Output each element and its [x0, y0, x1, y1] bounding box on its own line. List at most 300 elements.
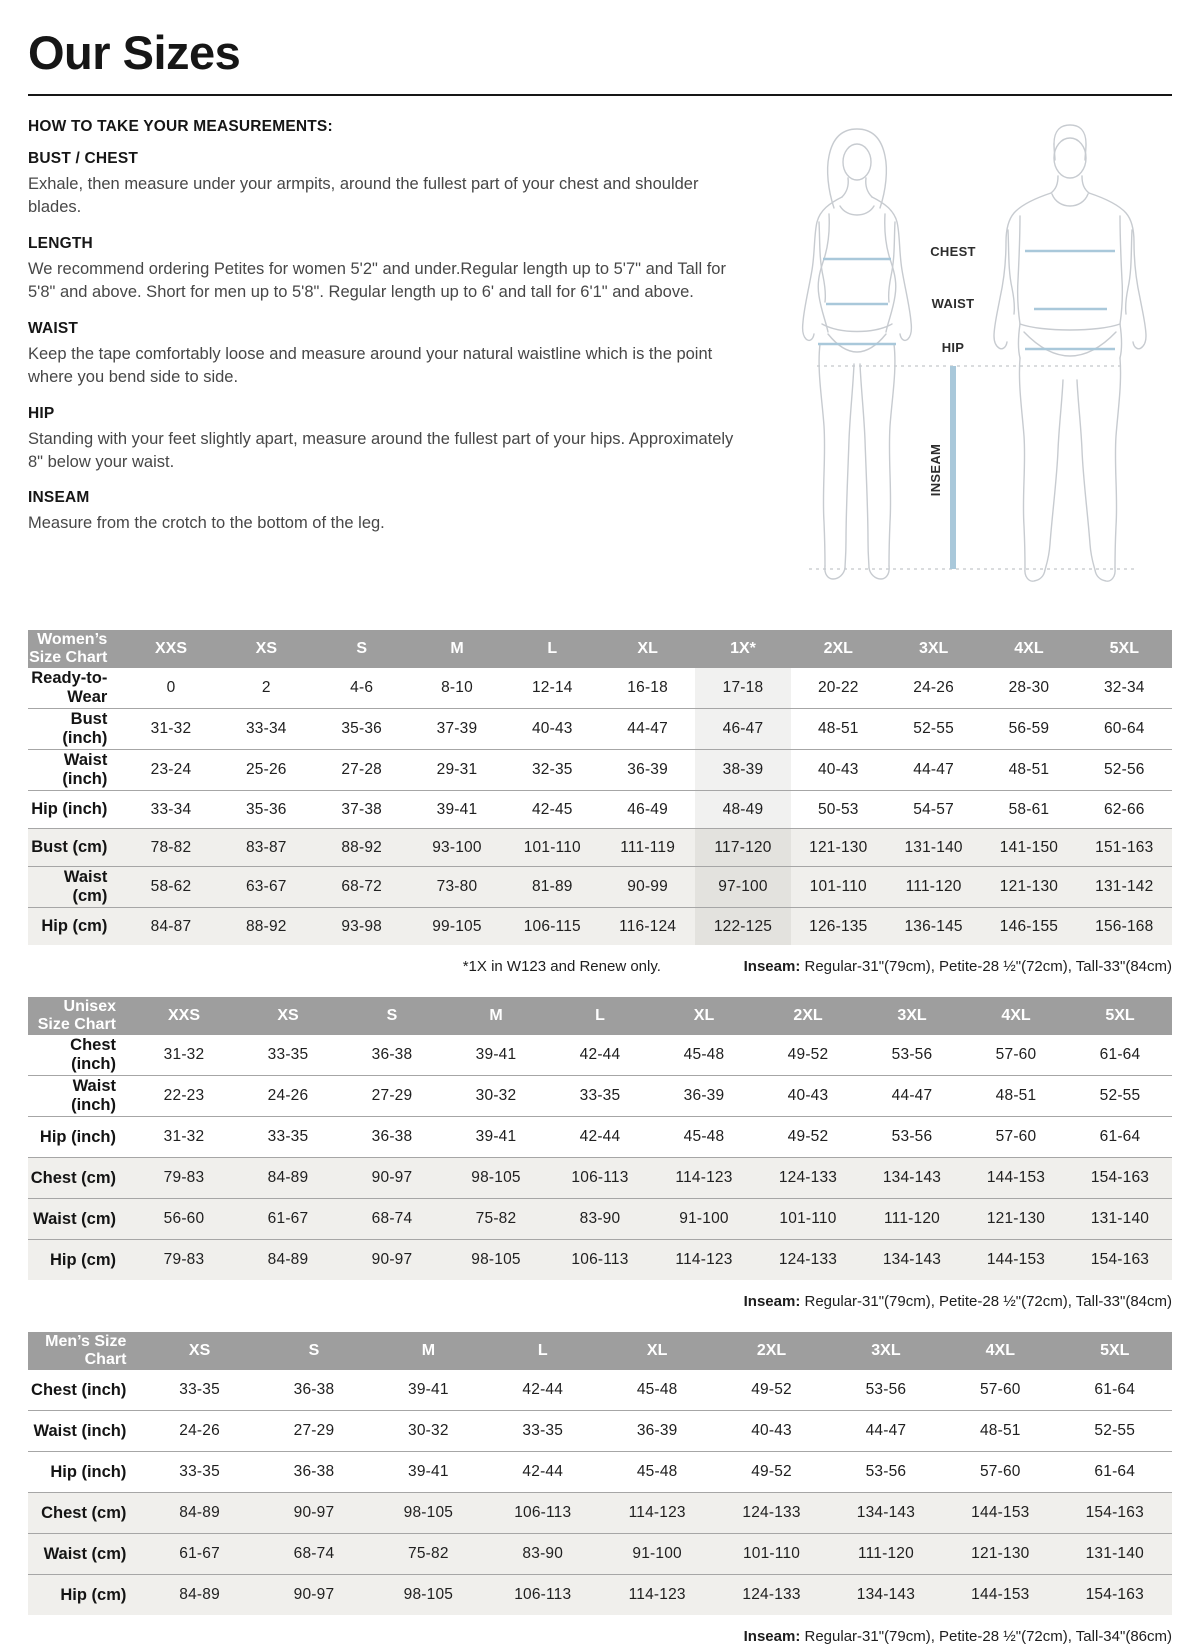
row-label: Chest (inch) — [31, 1380, 127, 1399]
size-value-cell: 111-120 — [905, 878, 962, 896]
size-value-cell: 154-163 — [1085, 1504, 1144, 1522]
row-label: Chest (cm) — [30, 1168, 116, 1187]
size-value-cell: 111-119 — [620, 838, 676, 856]
header-row — [28, 630, 1172, 668]
size-value-cell: 52-55 — [1099, 1087, 1141, 1105]
instruction-body: Standing with your feet slightly apart, measure around the fullest part of your hips. Approximately 8" below your waist. — [28, 429, 734, 471]
size-value-cell: 52-55 — [913, 720, 954, 738]
inseam-note — [744, 958, 1172, 975]
size-value-cell: 154-163 — [1090, 1169, 1150, 1187]
measurement-instructions — [28, 116, 762, 608]
size-value-cell: 33-34 — [245, 720, 287, 738]
instruction-title: LENGTH — [28, 234, 93, 252]
mens-size-chart-section — [28, 1332, 1172, 1645]
body-measurement-diagram — [762, 116, 1172, 608]
size-value-cell: 48-51 — [979, 1422, 1021, 1440]
size-column-header: L — [548, 997, 652, 1035]
size-value-cell: 134-143 — [882, 1251, 942, 1269]
size-value-cell: 98-105 — [403, 1504, 454, 1522]
size-value-cell: 39-41 — [408, 1381, 449, 1399]
instruction-body: Measure from the crotch to the bottom of the leg. — [28, 514, 385, 533]
size-value-cell: 39-41 — [408, 1463, 449, 1481]
size-value-cell: 42-44 — [522, 1381, 564, 1399]
instruction-bust-chest — [28, 150, 748, 220]
row-label: Waist (inch) — [62, 751, 108, 789]
row-label: Hip (inch) — [39, 1127, 116, 1146]
size-column-header: 5XL — [1077, 630, 1172, 668]
size-value-cell: 97-100 — [695, 867, 790, 908]
size-value-cell: 36-38 — [371, 1046, 413, 1064]
size-value-cell: 144-153 — [986, 1169, 1046, 1187]
size-value-cell: 27-28 — [341, 761, 382, 779]
asterisk-note: *1X in W123 and Renew only. — [462, 958, 661, 976]
size-value-cell: 20-22 — [817, 679, 859, 697]
size-value-cell: 49-52 — [751, 1381, 792, 1399]
size-value-cell: 38-39 — [695, 750, 790, 791]
size-value-cell: 124-133 — [778, 1169, 838, 1187]
size-value-cell: 88-92 — [245, 917, 287, 935]
measurement-row — [28, 1240, 1172, 1281]
size-value-cell: 31-32 — [163, 1128, 205, 1146]
size-value-cell: 81-89 — [531, 878, 573, 896]
size-value-cell: 24-26 — [179, 1422, 220, 1440]
size-value-cell: 40-43 — [531, 720, 573, 738]
inseam-note-text: Regular-31"(79cm), Petite-28 ½"(72cm), Tall-34"(86cm) — [800, 1628, 1172, 1645]
size-value-cell: 90-99 — [627, 878, 668, 896]
measurement-guide — [28, 116, 1172, 608]
size-charts-container — [28, 630, 1172, 1645]
measurement-row — [28, 1199, 1172, 1240]
row-label: Waist (cm) — [63, 868, 108, 906]
size-value-cell: 84-89 — [267, 1251, 309, 1269]
size-value-cell: 48-49 — [695, 791, 790, 829]
inseam-note-label: Inseam: — [743, 958, 801, 976]
instruction-body: Exhale, then measure under your armpits, around the fullest part of your chest and shoulder blades. — [28, 175, 699, 217]
inseam-note — [744, 1628, 1172, 1645]
measurement-row — [28, 1575, 1172, 1616]
instruction-body: Keep the tape comfortably loose and measure around your natural waistline which is the point where you bend side to side. — [28, 344, 713, 387]
measurement-row — [28, 1370, 1172, 1411]
measurement-row — [28, 829, 1172, 867]
size-value-cell: 101-110 — [809, 878, 867, 896]
size-value-cell: 121-130 — [971, 1545, 1030, 1563]
size-value-cell: 31-32 — [150, 720, 192, 738]
size-value-cell: 131-140 — [1085, 1545, 1144, 1563]
measurement-row — [28, 1411, 1172, 1452]
size-value-cell: 57-60 — [995, 1128, 1037, 1146]
size-value-cell: 78-82 — [150, 838, 192, 856]
size-value-cell: 33-35 — [579, 1087, 621, 1105]
size-value-cell: 90-97 — [371, 1169, 413, 1187]
row-label: Hip (cm) — [41, 917, 108, 936]
size-value-cell: 75-82 — [408, 1545, 449, 1563]
size-value-cell: 124-133 — [742, 1586, 801, 1604]
instruction-waist — [28, 320, 748, 390]
size-value-cell: 16-18 — [627, 679, 668, 697]
size-column-header: 2XL — [791, 630, 886, 668]
size-value-cell: 111-120 — [857, 1545, 914, 1563]
chart-title: Unisex Size Chart — [28, 997, 132, 1035]
womens-size-chart-section — [28, 630, 1172, 975]
measurement-row — [28, 867, 1172, 908]
size-value-cell: 156-168 — [1095, 917, 1154, 935]
size-value-cell: 49-52 — [787, 1128, 829, 1146]
size-value-cell: 75-82 — [475, 1210, 517, 1228]
size-column-header: 3XL — [860, 997, 964, 1035]
size-value-cell: 44-47 — [891, 1087, 933, 1105]
size-value-cell: 63-67 — [245, 878, 287, 896]
size-value-cell: 57-60 — [995, 1046, 1037, 1064]
size-column-header: L — [505, 630, 600, 668]
size-value-cell: 28-30 — [1008, 679, 1050, 697]
row-label: Chest (cm) — [41, 1503, 127, 1522]
size-value-cell: 98-105 — [471, 1251, 521, 1269]
size-value-cell: 121-130 — [986, 1210, 1046, 1228]
size-value-cell: 134-143 — [856, 1586, 916, 1604]
size-value-cell: 106-113 — [514, 1586, 572, 1604]
size-value-cell: 36-38 — [371, 1128, 413, 1146]
size-value-cell: 114-123 — [628, 1504, 686, 1522]
mens-chart-header — [28, 1332, 1172, 1370]
instruction-body: We recommend ordering Petites for women 5'2" and under.Regular length up to 5'7" and Tall for 5'8" and above. Short for men up to 5'8". Regular length up to 6' and tall for 6'1" and above. — [28, 259, 726, 302]
size-value-cell: 61-64 — [1094, 1463, 1136, 1481]
size-value-cell: 33-35 — [179, 1381, 220, 1399]
size-value-cell: 45-48 — [683, 1128, 725, 1146]
unisex-size-chart-table — [28, 997, 1172, 1280]
size-column-header: XL — [600, 1332, 714, 1370]
size-value-cell: 83-90 — [579, 1210, 621, 1228]
size-value-cell: 61-64 — [1099, 1128, 1141, 1146]
size-value-cell: 154-163 — [1085, 1586, 1144, 1604]
size-value-cell: 58-61 — [1008, 800, 1050, 818]
hip-label: HIP — [941, 340, 965, 356]
size-value-cell: 53-56 — [891, 1128, 933, 1146]
size-value-cell: 83-87 — [245, 838, 287, 856]
chart-title: Men’s Size Chart — [28, 1332, 142, 1370]
instruction-hip — [28, 405, 748, 475]
size-value-cell: 37-38 — [341, 800, 382, 818]
size-value-cell: 31-32 — [163, 1046, 205, 1064]
mens-size-chart-table — [28, 1332, 1172, 1615]
size-column-header: 4XL — [964, 997, 1068, 1035]
size-value-cell: 134-143 — [856, 1504, 916, 1522]
size-value-cell: 68-74 — [293, 1545, 335, 1563]
size-value-cell: 8-10 — [441, 679, 473, 697]
size-value-cell: 4-6 — [350, 679, 374, 697]
measurement-row — [28, 1117, 1172, 1158]
row-label: Bust (inch) — [62, 710, 108, 748]
size-column-header: XL — [652, 997, 756, 1035]
inseam-note-text: Regular-31"(79cm), Petite-28 ½"(72cm), Tall-33"(84cm) — [800, 958, 1172, 976]
size-column-header: XL — [600, 630, 695, 668]
size-value-cell: 33-35 — [267, 1128, 309, 1146]
size-value-cell: 91-100 — [632, 1545, 682, 1563]
page-title: Our Sizes — [28, 26, 241, 79]
size-value-cell: 42-44 — [579, 1128, 621, 1146]
row-label: Hip (inch) — [31, 800, 108, 819]
size-value-cell: 23-24 — [150, 761, 192, 779]
male-figure-outline — [994, 125, 1146, 581]
size-value-cell: 99-105 — [432, 917, 482, 935]
size-value-cell: 61-64 — [1094, 1381, 1136, 1399]
size-column-header: M — [444, 997, 548, 1035]
row-label: Waist (inch) — [71, 1077, 116, 1115]
instruction-title: BUST / CHEST — [28, 150, 139, 168]
size-value-cell: 134-143 — [882, 1169, 942, 1187]
unisex-chart-body — [28, 1035, 1172, 1280]
row-label: Bust (cm) — [31, 838, 108, 857]
measurement-row — [28, 791, 1172, 829]
size-value-cell: 33-35 — [267, 1046, 309, 1064]
size-value-cell: 39-41 — [475, 1128, 517, 1146]
size-value-cell: 98-105 — [403, 1586, 454, 1604]
size-value-cell: 84-89 — [267, 1169, 309, 1187]
size-value-cell: 39-41 — [475, 1046, 517, 1064]
measurement-row — [28, 750, 1172, 791]
size-column-header: 3XL — [886, 630, 981, 668]
size-column-header: XS — [142, 1332, 256, 1370]
instructions-heading: HOW TO TAKE YOUR MEASUREMENTS: — [28, 118, 333, 136]
size-value-cell: 42-45 — [531, 800, 573, 818]
size-value-cell: 151-163 — [1095, 838, 1154, 856]
size-column-header: 5XL — [1068, 997, 1172, 1035]
size-value-cell: 49-52 — [751, 1463, 792, 1481]
size-value-cell: 27-29 — [293, 1422, 335, 1440]
mens-footnote — [28, 1628, 1172, 1645]
size-value-cell: 122-125 — [695, 908, 790, 946]
size-value-cell: 106-113 — [514, 1504, 572, 1522]
size-value-cell: 111-120 — [884, 1210, 940, 1228]
size-value-cell: 35-36 — [245, 800, 287, 818]
size-value-cell: 90-97 — [371, 1251, 413, 1269]
measurement-row — [28, 1493, 1172, 1534]
size-value-cell: 2 — [261, 679, 271, 697]
size-value-cell: 58-62 — [150, 878, 192, 896]
size-value-cell: 40-43 — [787, 1087, 829, 1105]
size-column-header: 2XL — [714, 1332, 828, 1370]
size-value-cell: 93-98 — [341, 917, 382, 935]
size-value-cell: 45-48 — [636, 1381, 678, 1399]
size-value-cell: 36-39 — [627, 761, 668, 779]
size-value-cell: 42-44 — [579, 1046, 621, 1064]
size-column-header: XS — [236, 997, 340, 1035]
size-value-cell: 12-14 — [531, 679, 573, 697]
header-row — [28, 1332, 1172, 1370]
inseam-note — [744, 1293, 1172, 1310]
size-value-cell: 106-113 — [571, 1251, 629, 1269]
size-value-cell: 56-60 — [163, 1210, 205, 1228]
size-column-header: M — [371, 1332, 485, 1370]
size-value-cell: 57-60 — [979, 1463, 1021, 1481]
size-value-cell: 46-49 — [627, 800, 668, 818]
size-value-cell: 106-113 — [571, 1169, 629, 1187]
size-column-header: S — [340, 997, 444, 1035]
size-value-cell: 73-80 — [436, 878, 478, 896]
size-value-cell: 121-130 — [999, 878, 1059, 896]
size-value-cell: 90-97 — [293, 1586, 335, 1604]
size-value-cell: 48-51 — [1008, 761, 1050, 779]
size-value-cell: 61-64 — [1099, 1046, 1141, 1064]
inseam-measure-bar — [950, 366, 956, 569]
inseam-note-text: Regular-31"(79cm), Petite-28 ½"(72cm), Tall-33"(84cm) — [800, 1293, 1172, 1311]
size-value-cell: 101-110 — [742, 1545, 801, 1563]
measurement-row — [28, 1035, 1172, 1076]
size-value-cell: 32-34 — [1103, 679, 1145, 697]
womens-chart-body — [28, 668, 1172, 945]
size-value-cell: 45-48 — [683, 1046, 725, 1064]
size-value-cell: 144-153 — [971, 1504, 1030, 1522]
size-column-header: S — [314, 630, 409, 668]
unisex-chart-header — [28, 997, 1172, 1035]
chest-label: CHEST — [930, 244, 976, 260]
size-value-cell: 98-105 — [471, 1169, 521, 1187]
measurement-row — [28, 908, 1172, 946]
size-value-cell: 46-47 — [695, 709, 790, 750]
body-figures-illustration — [762, 118, 1172, 590]
size-value-cell: 33-35 — [179, 1463, 220, 1481]
row-label: Hip (cm) — [60, 1585, 127, 1604]
size-value-cell: 44-47 — [627, 720, 668, 738]
size-value-cell: 33-35 — [522, 1422, 564, 1440]
size-value-cell: 48-51 — [995, 1087, 1037, 1105]
size-value-cell: 83-90 — [522, 1545, 564, 1563]
row-label: Waist (cm) — [43, 1544, 127, 1563]
measurement-row — [28, 1158, 1172, 1199]
womens-chart-header — [28, 630, 1172, 668]
instruction-length — [28, 235, 748, 305]
size-value-cell: 36-39 — [683, 1087, 725, 1105]
size-value-cell: 37-39 — [436, 720, 478, 738]
size-value-cell: 114-123 — [675, 1169, 733, 1187]
size-value-cell: 131-140 — [1090, 1210, 1150, 1228]
size-column-header: 1X* — [695, 630, 790, 668]
inseam-note-label: Inseam: — [743, 1293, 801, 1311]
size-column-header: XS — [219, 630, 314, 668]
size-value-cell: 84-89 — [179, 1586, 220, 1604]
size-value-cell: 61-67 — [179, 1545, 220, 1563]
row-label: Chest (inch) — [70, 1036, 116, 1074]
size-value-cell: 117-120 — [695, 829, 790, 867]
mens-chart-body — [28, 1370, 1172, 1615]
size-value-cell: 61-67 — [267, 1210, 309, 1228]
size-value-cell: 54-57 — [913, 800, 954, 818]
size-value-cell: 30-32 — [475, 1087, 517, 1105]
size-value-cell: 36-39 — [636, 1422, 678, 1440]
chart-title: Women’s Size Chart — [28, 630, 123, 668]
size-value-cell: 136-145 — [904, 917, 963, 935]
size-value-cell: 79-83 — [163, 1251, 205, 1269]
size-column-header: XXS — [132, 997, 236, 1035]
size-value-cell: 124-133 — [742, 1504, 801, 1522]
row-label: Ready-to-Wear — [31, 669, 108, 707]
womens-size-chart-table — [28, 630, 1172, 945]
waist-label: WAIST — [931, 296, 975, 312]
size-value-cell: 62-66 — [1103, 800, 1145, 818]
instruction-title: HIP — [28, 404, 55, 422]
size-column-header: S — [257, 1332, 371, 1370]
size-column-header: L — [486, 1332, 600, 1370]
size-value-cell: 121-130 — [809, 838, 868, 856]
measurement-row — [28, 1534, 1172, 1575]
size-value-cell: 56-59 — [1008, 720, 1050, 738]
measurement-row — [28, 709, 1172, 750]
size-value-cell: 39-41 — [436, 800, 478, 818]
size-value-cell: 124-133 — [778, 1251, 838, 1269]
size-column-header: M — [409, 630, 504, 668]
size-value-cell: 144-153 — [986, 1251, 1046, 1269]
inseam-label: INSEAM — [928, 443, 943, 497]
size-value-cell: 25-26 — [245, 761, 287, 779]
size-value-cell: 48-51 — [817, 720, 859, 738]
size-value-cell: 53-56 — [865, 1381, 907, 1399]
size-value-cell: 114-123 — [675, 1251, 733, 1269]
size-value-cell: 24-26 — [913, 679, 954, 697]
size-value-cell: 131-142 — [1095, 878, 1154, 896]
size-value-cell: 106-115 — [523, 917, 581, 935]
size-value-cell: 33-34 — [150, 800, 192, 818]
measurement-row — [28, 668, 1172, 709]
size-value-cell: 40-43 — [751, 1422, 792, 1440]
size-value-cell: 30-32 — [408, 1422, 449, 1440]
measurement-row — [28, 1452, 1172, 1493]
title-divider — [28, 94, 1172, 96]
womens-footnote — [28, 958, 1172, 975]
size-value-cell: 42-44 — [522, 1463, 564, 1481]
row-label: Hip (inch) — [50, 1462, 127, 1481]
size-value-cell: 131-140 — [904, 838, 963, 856]
size-column-header: 3XL — [829, 1332, 943, 1370]
instruction-title: INSEAM — [28, 489, 90, 507]
size-value-cell: 17-18 — [695, 668, 790, 709]
size-value-cell: 144-153 — [971, 1586, 1030, 1604]
size-value-cell: 35-36 — [341, 720, 382, 738]
instruction-inseam — [28, 489, 748, 535]
size-value-cell: 68-72 — [341, 878, 382, 896]
size-value-cell: 90-97 — [293, 1504, 335, 1522]
size-value-cell: 36-38 — [293, 1381, 335, 1399]
size-value-cell: 22-23 — [163, 1087, 205, 1105]
size-value-cell: 24-26 — [267, 1087, 309, 1105]
size-value-cell: 84-87 — [150, 917, 192, 935]
row-label: Waist (cm) — [33, 1209, 116, 1228]
size-value-cell: 141-150 — [999, 838, 1059, 856]
size-value-cell: 79-83 — [163, 1169, 205, 1187]
size-value-cell: 154-163 — [1090, 1251, 1150, 1269]
size-value-cell: 101-110 — [523, 838, 581, 856]
inseam-note-label: Inseam: — [743, 1628, 801, 1645]
size-value-cell: 27-29 — [371, 1087, 413, 1105]
size-column-header: 4XL — [981, 630, 1076, 668]
size-column-header: XXS — [123, 630, 218, 668]
size-value-cell: 114-123 — [628, 1586, 686, 1604]
row-label: Waist (inch) — [33, 1421, 127, 1440]
row-label: Hip (cm) — [50, 1250, 116, 1269]
size-value-cell: 0 — [166, 679, 176, 697]
size-value-cell: 52-55 — [1094, 1422, 1136, 1440]
size-value-cell: 91-100 — [679, 1210, 729, 1228]
size-value-cell: 93-100 — [432, 838, 482, 856]
size-value-cell: 101-110 — [779, 1210, 837, 1228]
size-value-cell: 52-56 — [1103, 761, 1145, 779]
size-value-cell: 29-31 — [436, 761, 478, 779]
size-value-cell: 88-92 — [341, 838, 382, 856]
size-value-cell: 116-124 — [619, 917, 677, 935]
size-value-cell: 40-43 — [817, 761, 859, 779]
size-value-cell: 36-38 — [293, 1463, 335, 1481]
unisex-size-chart-section — [28, 997, 1172, 1310]
female-figure-outline — [803, 129, 912, 579]
size-value-cell: 68-74 — [371, 1210, 413, 1228]
